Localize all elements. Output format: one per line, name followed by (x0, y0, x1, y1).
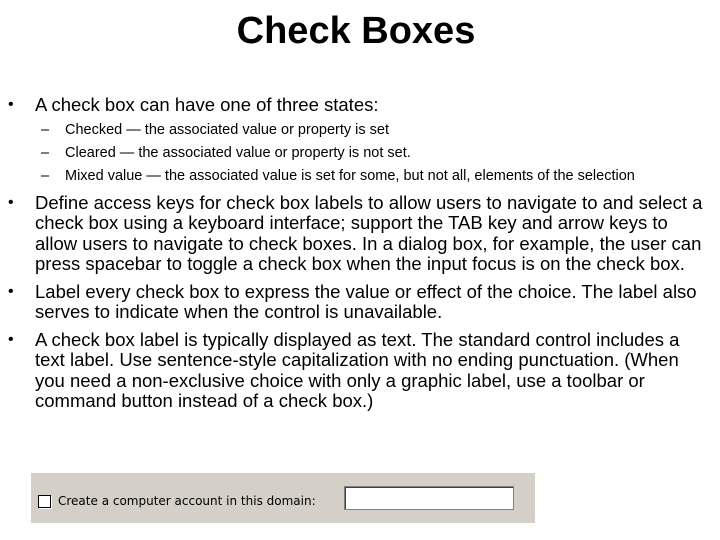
bullet-marker: • (8, 330, 14, 348)
bullet-marker: • (8, 193, 14, 211)
sub-bullet-item (8, 145, 710, 162)
bullet-item (8, 193, 710, 275)
bullet-item (8, 282, 710, 323)
domain-text-field[interactable] (344, 486, 514, 510)
sub-bullet-item (8, 122, 710, 139)
bullet-item (8, 330, 710, 412)
sub-bullet-text: Checked — the associated value or property is set (65, 121, 389, 138)
checkbox-label: Create a computer account in this domain: (58, 494, 316, 508)
sub-bullet-marker: – (41, 121, 50, 138)
bullet-text: Label every check box to express the value or effect of the choice. The label also serves to indicate when the control is unavailable. (35, 280, 697, 322)
slide-content (8, 95, 710, 412)
bullet-text: A check box label is typically displayed as text. The standard control includes a text label. Use sentence-style capitalization with no ending punctuation. (When you need a non-exclusive choice with only a graphic label, use a toolbar or command button instead of a check box.) (35, 328, 680, 411)
sub-bullet-marker: – (41, 144, 50, 161)
sub-bullet-marker: – (41, 167, 50, 184)
bullet-marker: • (8, 282, 14, 300)
sub-bullet-text: Cleared — the associated value or property is not set. (65, 144, 411, 161)
sub-bullet-item (8, 168, 710, 185)
bullet-text: Define access keys for check box labels to allow users to navigate to and select a check box using a keyboard interface; support the TAB key and arrow keys to allow users to navigate to check boxes. In a dialog box, for example, the user can press spacebar to toggle a check box when the input focus is on the check box. (35, 191, 703, 274)
bullet-marker: • (8, 96, 14, 113)
bullet-text: A check box can have one of three states: (35, 94, 379, 115)
slide-title: Check Boxes (236, 10, 476, 52)
checkbox[interactable] (38, 495, 51, 508)
checkbox-example-panel (31, 473, 535, 523)
sub-bullet-text: Mixed value — the associated value is set for some, but not all, elements of the selection (65, 167, 635, 184)
bullet-item (8, 95, 710, 116)
